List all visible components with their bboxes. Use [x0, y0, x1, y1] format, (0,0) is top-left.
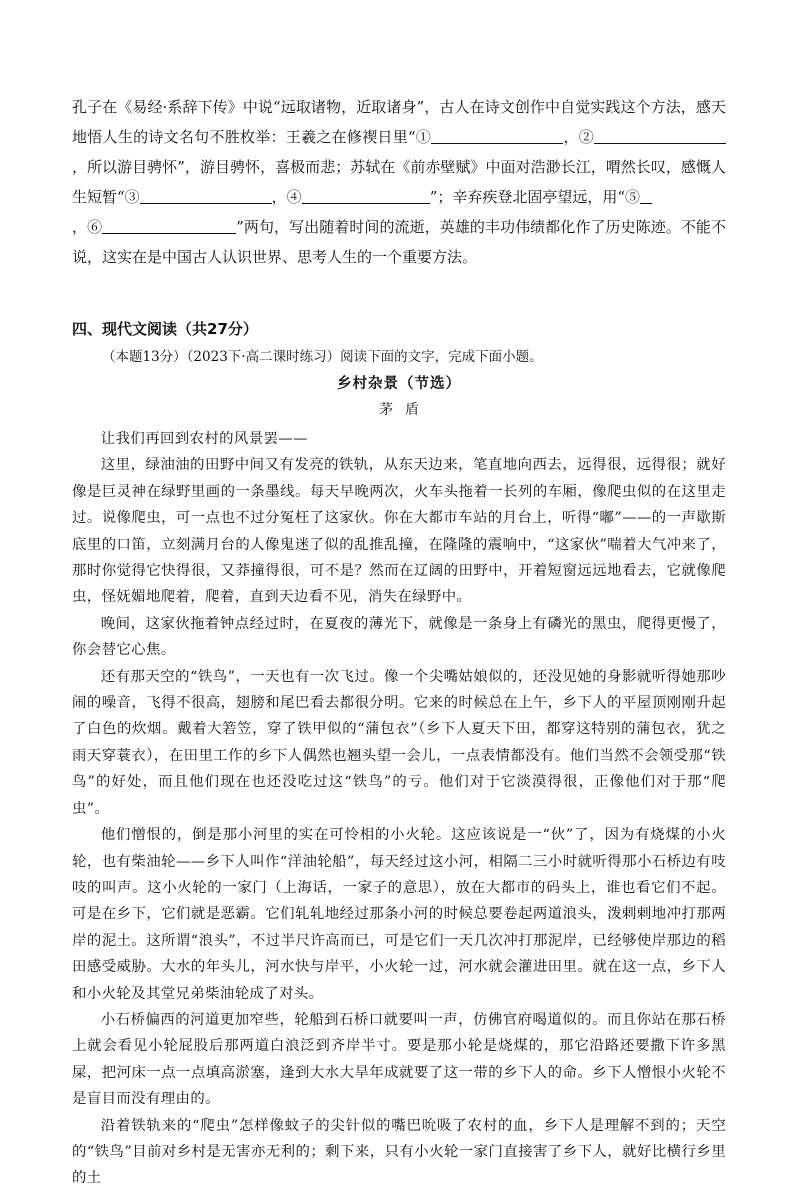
cloze-text-3: ，所以游目骋怀”，游目骋怀，喜极而悲；苏轼在《前赤壁赋》中面对浩渺长江，喟然长叹，感慨人生短暂“③: [72, 158, 726, 206]
article-paragraph: 他们憎恨的，倒是那小河里的实在可怜相的小火轮。这应该说是一“伙”了，因为有烧煤的小火轮，也有柴油轮——乡下人叫作“洋油轮船”，每天经过这小河，相隔二三小时就听得那小石桥边有吱吱的叫声。这小火轮的一家门（上海话，一家子的意思），放在大都市的码头上，谁也看它们不起。可是在乡下，它们就是恶霸。它们轧轧地经过那条小河的时候总要卷起两道浪头，泼剌剌地冲打那两岸的泥土。这所谓“浪头”，不过半尺许高而已，可是它们一天几次冲打那泥岸，已经够使岸那边的稻田感受威胁。大水的年头儿，河水快与岸平，小火轮一过，河水就会灌进田里。就在这一点，乡下人和小火轮及其堂兄弟柴油轮成了对头。: [72, 827, 726, 1002]
blank-5[interactable]: [640, 187, 652, 204]
blank-3[interactable]: [140, 187, 272, 204]
blank-2[interactable]: [594, 127, 726, 144]
article-paragraph: 让我们再回到农村的风景罢——: [100, 431, 308, 447]
cloze-paragraph: [72, 92, 726, 272]
question-note: （本题13分）（2023下·高二课时练习）阅读下面的文字，完成下面小题。: [102, 349, 543, 365]
article-paragraph: 沿着铁轨来的“爬虫”怎样像蚊子的尖针似的嘴巴吮吸了农村的血，乡下人是理解不到的；天空的“铁鸟”目前对乡村是无害亦无利的；剩下来，只有小火轮一家门直接害了乡下人，就好比横行乡里的土: [72, 1117, 726, 1187]
section-title: 四、现代文阅读（共27分）: [72, 320, 258, 338]
blank-1[interactable]: [431, 127, 563, 144]
article-paragraph: 这里，绿油油的田野中间又有发亮的铁轨，从东天边来，笔直地向西去，远得很，远得很；就好像是巨灵神在绿野里画的一条墨线。每天早晚两次，火车头拖着一长列的车厢，像爬虫似的在这里走过。说像爬虫，可一点也不过分冤枉了这家伙。你在大都市车站的月台上，听得“嘟”——的一声歇斯底里的口笛，立刻满月台的人像鬼迷了似的乱推乱撞，在隆隆的震响中，“这家伙”喘着大气冲来了，那时你觉得它快得很，又莽撞得很，可不是？然而在辽阔的田野中，开着短窗远远地看去，它就像爬虫，怪妩媚地爬着，爬着，直到天边看不见，消失在绿野中。: [72, 457, 726, 606]
cloze-question: [72, 92, 726, 272]
blank-6[interactable]: [102, 217, 236, 234]
cloze-text-5: ”；辛弃疾登北固亭望远，用“⑤: [429, 188, 641, 206]
article-paragraph: 晚间，这家伙拖着钟点经过时，在夏夜的薄光下，就像是一条身上有磷光的黑虫，爬得更慢了，你会替它心焦。: [72, 615, 726, 659]
article-body: [72, 426, 726, 1192]
cloze-text-6: ，⑥: [72, 218, 103, 236]
article-author: 茅盾: [379, 402, 431, 418]
cloze-text-7: ”两句，写出随着时间的流逝，英雄的丰功伟绩都化作了历史陈迹。不能不说，这实在是中国古人认识世界、思考人生的一个重要方法。: [72, 218, 726, 266]
cloze-text-1: 孔子在《易经·系辞下传》中说“远取诸物，近取诸身”，古人在诗文创作中自觉实践这个方法，感天地悟人生的诗文名句不胜枚举：王羲之在修禊日里“①: [72, 98, 726, 146]
blank-4[interactable]: [302, 187, 430, 204]
article-paragraph: 小石桥偏西的河道更加窄些，轮船到石桥口就要叫一声，仿佛官府喝道似的。而且你站在那石桥上就会看见小轮屁股后那两道白浪泛到齐岸半寸。要是那小轮是烧煤的，那它沿路还要撒下许多黑屎，把河床一点一点填高淤塞，逢到大水大旱年成就要了这一带的乡下人的命。乡下人憎恨小火轮不是盲目而没有理由的。: [72, 1011, 726, 1108]
cloze-text-4: ，④: [271, 188, 302, 206]
cloze-text-2: ，②: [563, 128, 594, 146]
article-title: 乡村杂景（节选）: [337, 375, 461, 392]
article-paragraph: 还有那天空的“铁鸟”，一天也有一次飞过。像一个尖嘴姑娘似的，还没见她的身影就听得她那吵闹的噪音，飞得不很高，翅膀和尾巴看去都很分明。它来的时候总在上午，乡下人的平屋顶刚刚升起了白色的炊烟。戴着大箬笠，穿了铁甲似的“蒲包衣”（乡下人夏天下田，都穿这特别的蒲包衣，犹之雨天穿蓑衣），在田里工作的乡下人偶然也翘头望一会儿，一点表情都没有。他们当然不会领受那“铁鸟”的好处，而且他们现在也还没吃过这“铁鸟”的亏。他们对于它淡漠得很，正像他们对于那“爬虫”。: [72, 668, 726, 817]
